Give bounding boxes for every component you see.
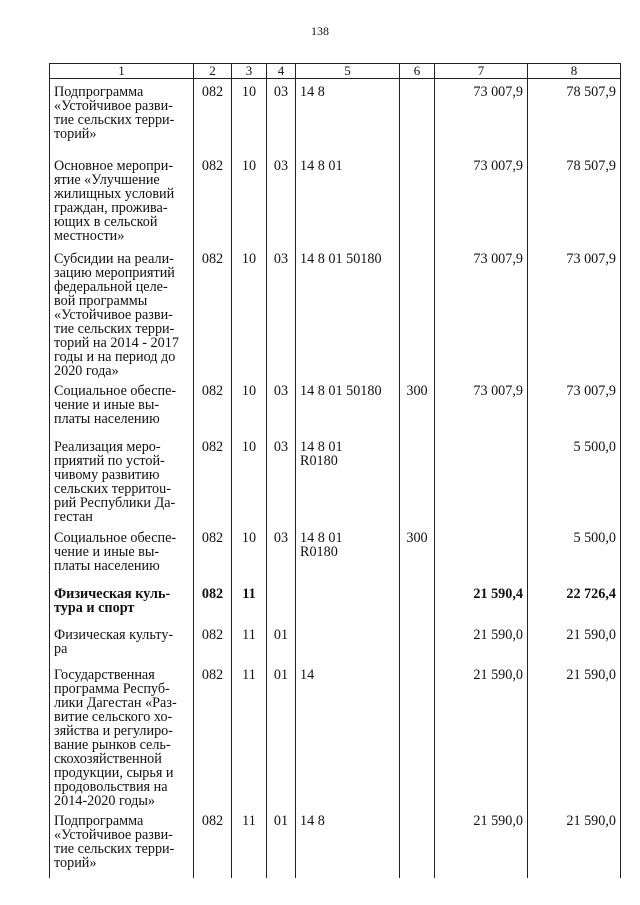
target-article-cell: 14 8 [296, 808, 400, 878]
expense-type-cell [400, 622, 435, 662]
subsection-code-cell: 03 [267, 434, 296, 525]
amount-year2-cell: 22 726,4 [528, 581, 621, 622]
row-name-cell: Социальное обеспе- чение и иные вы- платы населению [50, 378, 194, 434]
section-code-cell: 10 [232, 153, 267, 246]
table-row [50, 153, 621, 246]
target-article-cell: 14 8 01 R0180 [296, 525, 400, 581]
amount-year1-cell: 73 007,9 [435, 246, 528, 378]
chapter-code-cell: 082 [194, 434, 232, 525]
amount-year2-cell: 78 507,9 [528, 79, 621, 153]
target-article-cell: 14 8 01 R0180 [296, 434, 400, 525]
row-name-cell: Подпрограмма «Устойчивое разви- тие сельских терри- торий» [50, 79, 194, 153]
section-code-cell: 10 [232, 378, 267, 434]
expense-type-cell [400, 153, 435, 246]
col-header: 4 [267, 64, 296, 79]
table-row [50, 662, 621, 808]
expense-type-cell [400, 808, 435, 878]
chapter-code-cell: 082 [194, 662, 232, 808]
amount-year1-cell: 73 007,9 [435, 79, 528, 153]
expense-type-cell: 300 [400, 378, 435, 434]
page-number: 138 [311, 24, 329, 38]
budget-table [49, 63, 621, 878]
amount-year1-cell [435, 434, 528, 525]
subsection-code-cell: 01 [267, 622, 296, 662]
row-name-cell: Реализация меро- приятий по устой- чивому развитию сельских территоu- рий Республики Да- гестан [50, 434, 194, 525]
subsection-code-cell: 03 [267, 153, 296, 246]
target-article-cell [296, 581, 400, 622]
section-code-cell: 10 [232, 246, 267, 378]
row-name-cell: Субсидии на реали- зацию мероприятий федеральной целе- вой программы «Устойчивое разви- тие сельских терри- торий на 2014 - 2017 годы и на период до 2020 года» [50, 246, 194, 378]
amount-year2-cell: 73 007,9 [528, 378, 621, 434]
expense-type-cell [400, 434, 435, 525]
target-article-cell [296, 622, 400, 662]
col-header: 3 [232, 64, 267, 79]
target-article-cell: 14 8 01 50180 [296, 246, 400, 378]
table-row [50, 79, 621, 153]
section-code-cell: 11 [232, 581, 267, 622]
section-code-cell: 11 [232, 662, 267, 808]
table-row [50, 622, 621, 662]
subsection-code-cell: 03 [267, 525, 296, 581]
section-code-cell: 11 [232, 808, 267, 878]
expense-type-cell [400, 79, 435, 153]
chapter-code-cell: 082 [194, 378, 232, 434]
header-row [50, 64, 621, 79]
table-row [50, 525, 621, 581]
expense-type-cell: 300 [400, 525, 435, 581]
chapter-code-cell: 082 [194, 581, 232, 622]
amount-year2-cell: 5 500,0 [528, 525, 621, 581]
subsection-code-cell: 01 [267, 808, 296, 878]
section-code-cell: 11 [232, 622, 267, 662]
amount-year2-cell: 21 590,0 [528, 662, 621, 808]
subsection-code-cell: 01 [267, 662, 296, 808]
col-header: 8 [528, 64, 621, 79]
chapter-code-cell: 082 [194, 246, 232, 378]
subsection-code-cell [267, 581, 296, 622]
section-code-cell: 10 [232, 525, 267, 581]
subsection-code-cell: 03 [267, 246, 296, 378]
target-article-cell: 14 8 [296, 79, 400, 153]
row-name-cell: Физическая куль- тура и спорт [50, 581, 194, 622]
chapter-code-cell: 082 [194, 525, 232, 581]
target-article-cell: 14 8 01 [296, 153, 400, 246]
chapter-code-cell: 082 [194, 622, 232, 662]
amount-year2-cell: 73 007,9 [528, 246, 621, 378]
table-row [50, 378, 621, 434]
row-name-cell: Основное меропри- ятие «Улучшение жилищных условий граждан, прожива- ющих в сельской местности» [50, 153, 194, 246]
row-name-cell: Государственная программа Респуб- лики Дагестан «Раз- витие сельского хо- зяйства и регулиро- вание рынков сель- скохозяйственной продукции, сырья и продовольствия на 2014-2020 годы» [50, 662, 194, 808]
amount-year2-cell: 78 507,9 [528, 153, 621, 246]
amount-year1-cell: 21 590,4 [435, 581, 528, 622]
chapter-code-cell: 082 [194, 79, 232, 153]
expense-type-cell [400, 581, 435, 622]
amount-year2-cell: 21 590,0 [528, 808, 621, 878]
subsection-code-cell: 03 [267, 378, 296, 434]
target-article-cell: 14 [296, 662, 400, 808]
col-header: 6 [400, 64, 435, 79]
table-row [50, 434, 621, 525]
amount-year1-cell [435, 525, 528, 581]
amount-year1-cell: 73 007,9 [435, 378, 528, 434]
amount-year1-cell: 21 590,0 [435, 622, 528, 662]
amount-year1-cell: 73 007,9 [435, 153, 528, 246]
col-header: 5 [296, 64, 400, 79]
table-row [50, 808, 621, 878]
row-name-cell: Физическая культу- ра [50, 622, 194, 662]
amount-year1-cell: 21 590,0 [435, 808, 528, 878]
col-header: 7 [435, 64, 528, 79]
subsection-code-cell: 03 [267, 79, 296, 153]
chapter-code-cell: 082 [194, 808, 232, 878]
amount-year2-cell: 5 500,0 [528, 434, 621, 525]
table-row [50, 246, 621, 378]
target-article-cell: 14 8 01 50180 [296, 378, 400, 434]
row-name-cell: Подпрограмма «Устойчивое разви- тие сельских терри- торий» [50, 808, 194, 878]
col-header: 2 [194, 64, 232, 79]
row-name-cell: Социальное обеспе- чение и иные вы- платы населению [50, 525, 194, 581]
section-code-cell: 10 [232, 434, 267, 525]
expense-type-cell [400, 662, 435, 808]
amount-year1-cell: 21 590,0 [435, 662, 528, 808]
section-code-cell: 10 [232, 79, 267, 153]
expense-type-cell [400, 246, 435, 378]
chapter-code-cell: 082 [194, 153, 232, 246]
col-header: 1 [50, 64, 194, 79]
table-row [50, 581, 621, 622]
amount-year2-cell: 21 590,0 [528, 622, 621, 662]
